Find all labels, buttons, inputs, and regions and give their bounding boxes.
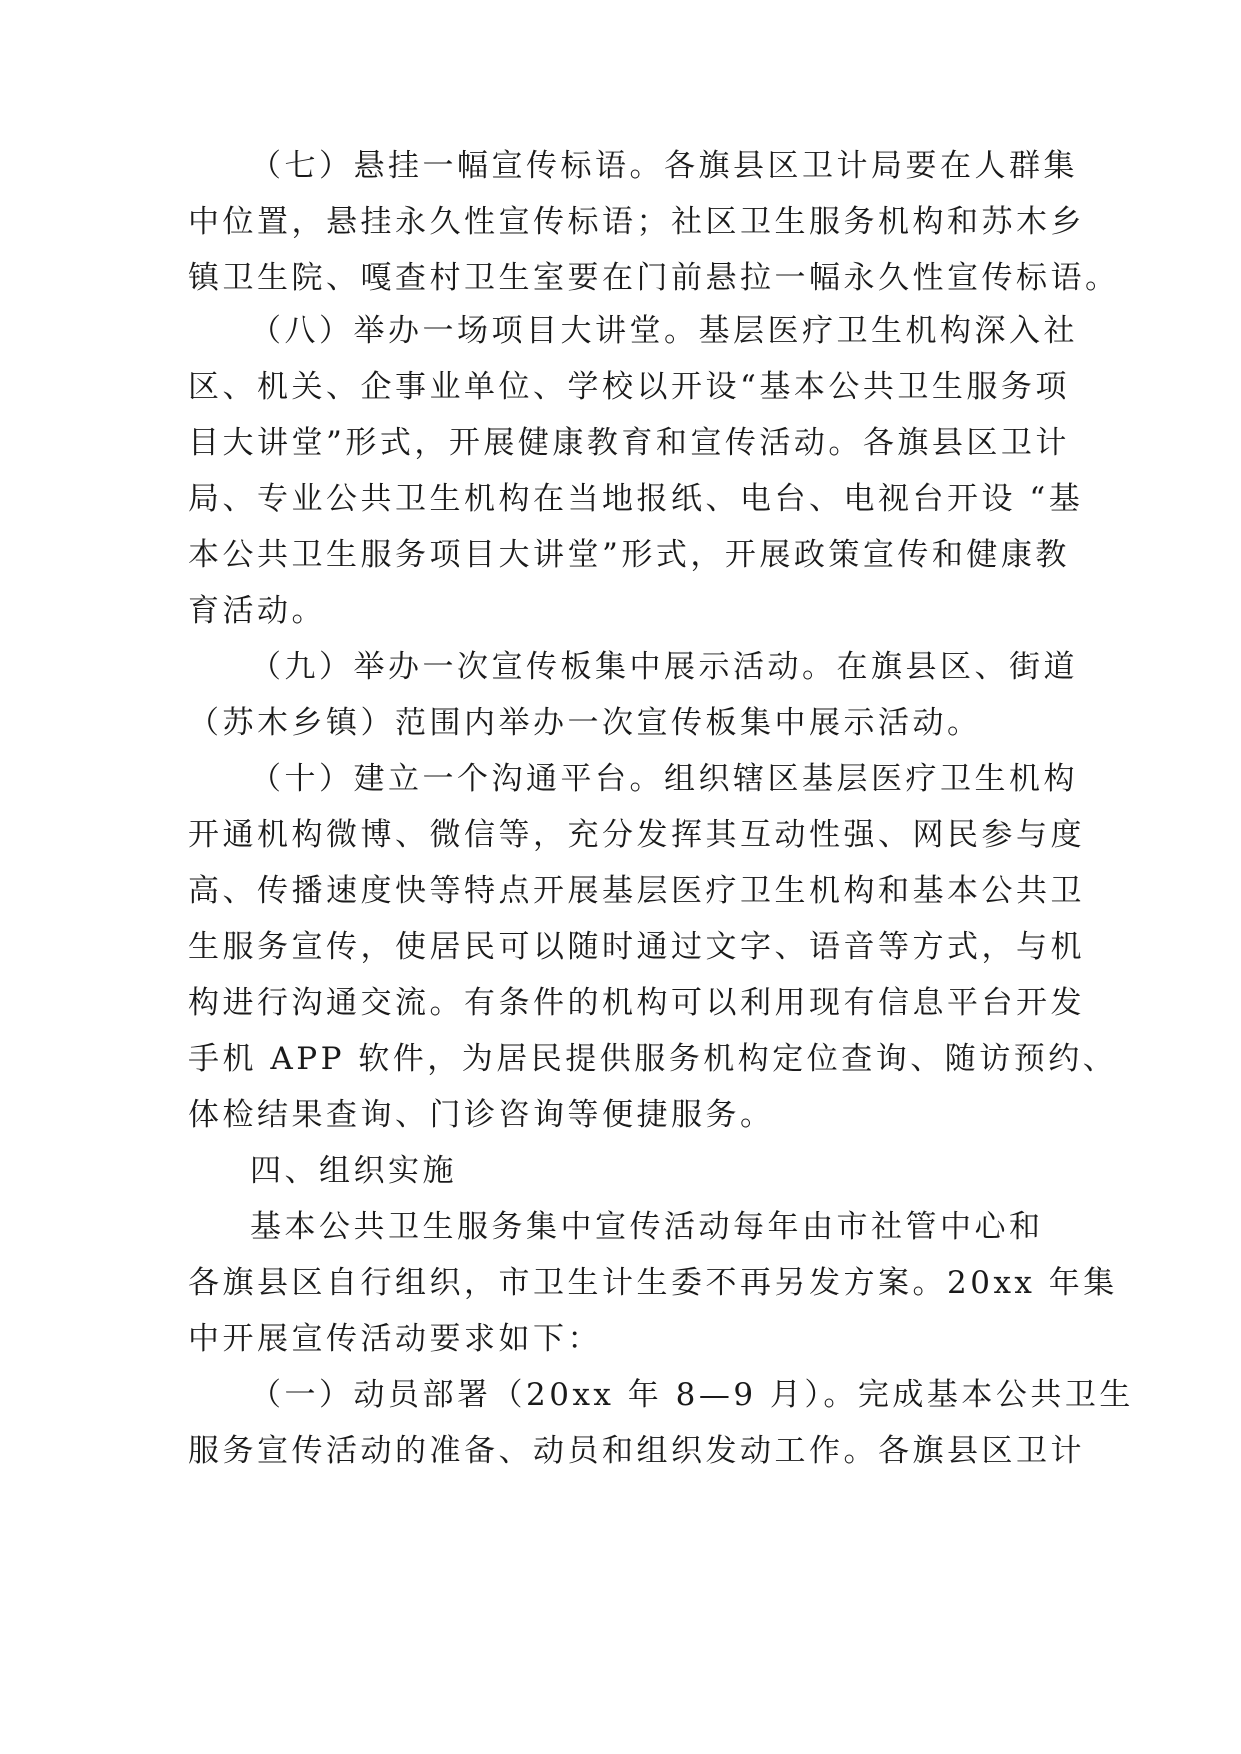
paragraph-line: （九）举办一次宣传板集中展示活动。在旗县区、街道 [250,649,1078,685]
paragraph-line: （一）动员部署（20xx 年 8—9 月）。完成基本公共卫生 [250,1377,1134,1413]
paragraph-line: 手机 APP 软件，为居民提供服务机构定位查询、随访预约、 [188,1041,1118,1077]
paragraph-line: 构进行沟通交流。有条件的机构可以利用现有信息平台开发 [188,985,1085,1021]
paragraph-line: 中位置，悬挂永久性宣传标语；社区卫生服务机构和苏木乡 [188,204,1085,240]
paragraph-line: 各旗县区自行组织，市卫生计生委不再另发方案。20xx 年集 [188,1265,1118,1301]
paragraph-line: 本公共卫生服务项目大讲堂”形式，开展政策宣传和健康教 [188,537,1070,573]
paragraph-line: 开通机构微博、微信等，充分发挥其互动性强、网民参与度 [188,817,1085,853]
paragraph-line: 区、机关、企事业单位、学校以开设“基本公共卫生服务项 [188,369,1070,405]
paragraph-line: （苏木乡镇）范围内举办一次宣传板集中展示活动。 [188,705,982,741]
paragraph-line: （七）悬挂一幅宣传标语。各旗县区卫计局要在人群集 [250,148,1078,184]
paragraph-line: 目大讲堂”形式，开展健康教育和宣传活动。各旗县区卫计 [188,425,1070,461]
paragraph-line: 育活动。 [188,593,326,629]
paragraph-line: 中开展宣传活动要求如下： [188,1321,602,1357]
paragraph-line: 生服务宣传，使居民可以随时通过文字、语音等方式，与机 [188,929,1085,965]
paragraph-line: 局、专业公共卫生机构在当地报纸、电台、电视台开设 “基 [188,481,1084,517]
paragraph-line: 高、传播速度快等特点开展基层医疗卫生机构和基本公共卫 [188,873,1085,909]
paragraph-line: 基本公共卫生服务集中宣传活动每年由市社管中心和 [250,1209,1044,1245]
paragraph-line: 服务宣传活动的准备、动员和组织发动工作。各旗县区卫计 [188,1433,1085,1469]
section-heading: 四、组织实施 [250,1153,457,1189]
paragraph-line: 镇卫生院、嘎查村卫生室要在门前悬拉一幅永久性宣传标语。 [188,260,1120,296]
paragraph-line: （十）建立一个沟通平台。组织辖区基层医疗卫生机构 [250,761,1078,797]
paragraph-line: 体检结果查询、门诊咨询等便捷服务。 [188,1097,775,1133]
paragraph-line: （八）举办一场项目大讲堂。基层医疗卫生机构深入社 [250,313,1078,349]
